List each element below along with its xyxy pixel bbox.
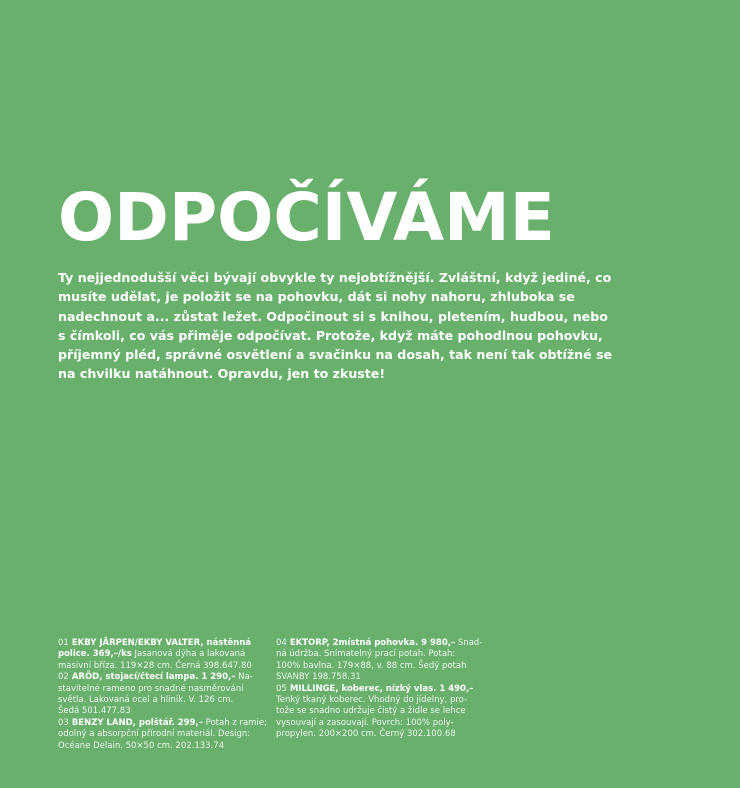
product-list-left — [58, 638, 278, 752]
product-desc: Océane Delain. 50×50 cm. 202.133.74 — [58, 740, 225, 751]
product-desc: vysouvají a zasouvají. Povrch: 100% poly- — [276, 717, 454, 728]
product-desc: 100% bavlna. 179×88, v. 88 cm. Šedý potah — [276, 660, 467, 671]
product-item-03 — [58, 718, 278, 752]
product-desc: tože se snadno udržuje čistý a židle se lehce — [276, 706, 466, 717]
product-desc: stavitelné rameno pro snadné nasměrování — [58, 683, 244, 694]
product-name: BENZY LAND, polštář. 299,– — [71, 717, 203, 728]
product-list-right — [276, 638, 496, 741]
intro-line: Ty nejjednodušší věci bývají obvykle ty nejobtížnější. Zvláštní, když jediné, co — [58, 270, 612, 285]
intro-paragraph — [58, 268, 618, 384]
product-name: ARÖD, stojací/čtecí lampa. 1 290,– — [71, 672, 236, 683]
product-desc: Jasanová dýha a lakovaná — [131, 649, 246, 660]
product-desc: propylen. 200×200 cm. Černý 302.100.68 — [276, 729, 456, 740]
product-item-04 — [276, 638, 496, 684]
product-desc: odolný a absorpční přírodní materiál. Design: — [58, 729, 251, 740]
product-number: 04 — [276, 638, 287, 648]
product-desc: Šedá 501.477.83 — [58, 706, 131, 717]
intro-line: s čímkoli, co vás přiměje odpočívat. Protože, když máte pohodlnou pohovku, — [58, 327, 603, 343]
product-desc: světla. Lakovaná ocel a hliník. V. 126 cm. — [58, 695, 234, 706]
page-title: ODPOČÍVÁME — [58, 179, 555, 256]
intro-line: musíte udělat, je položit se na pohovku, dát si nohy nahoru, zhluboka se — [58, 289, 575, 305]
product-item-02 — [58, 672, 278, 718]
product-number: 03 — [58, 717, 69, 728]
intro-line: nadechnout a... zůstat ležet. Odpočinout si s knihou, pletením, hudbou, nebo — [58, 308, 608, 324]
product-item-05 — [276, 684, 496, 741]
product-item-01 — [58, 638, 278, 672]
product-desc: Tenký tkaný koberec. Vhodný do jídelny, pro- — [276, 695, 468, 706]
product-desc: SVANBY 198.758.31 — [276, 672, 361, 683]
product-desc: masivní bříza. 119×28 cm. Černá 398.647.80 — [58, 660, 252, 671]
product-number: 01 — [58, 638, 69, 648]
product-number: 02 — [58, 672, 69, 683]
product-desc: ná údržba. Snímatelný prací potah. Potah: — [276, 649, 456, 660]
intro-line: na chvilku natáhnout. Opravdu, jen to zkuste! — [58, 366, 386, 382]
product-name: EKBY JÄRPEN/EKBY VALTER, nástěnná — [71, 638, 252, 648]
product-desc: Na- — [235, 672, 253, 683]
product-name: EKTORP, 2místná pohovka. 9 980,– — [289, 638, 456, 648]
product-price: police. 369,–/ks — [58, 649, 132, 660]
product-name: MILLINGE, koberec, nízký vlas. 1 490,– — [289, 683, 474, 694]
product-desc: Potah z ramie; — [202, 717, 267, 728]
intro-line: příjemný pléd, správné osvětlení a svačinku na dosah, tak není tak obtížné se — [58, 347, 613, 363]
product-desc: Snad- — [455, 638, 483, 648]
product-number: 05 — [276, 683, 287, 694]
